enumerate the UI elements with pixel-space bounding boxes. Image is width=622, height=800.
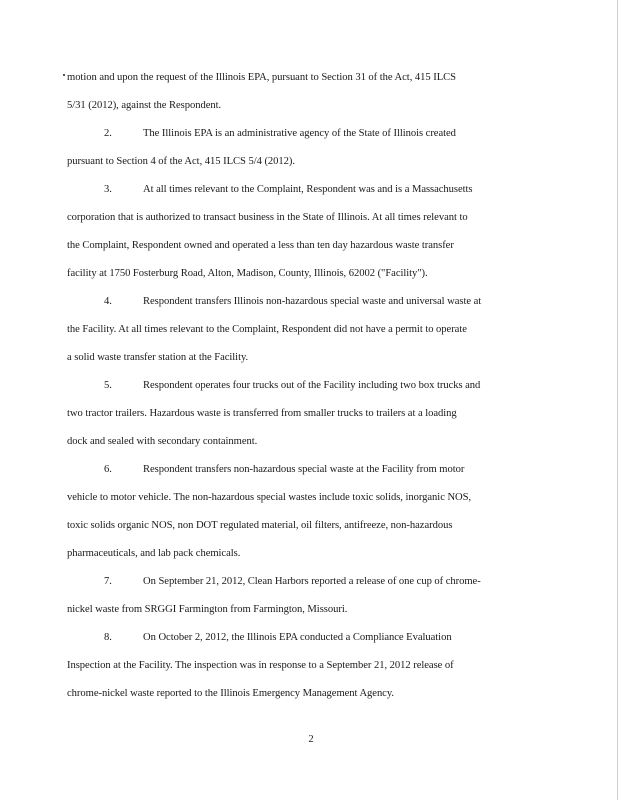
paragraph-line: the Facility. At all times relevant to the Complaint, Respondent did not have a permit to operate [67, 324, 467, 335]
page-number: 2 [308, 734, 314, 745]
paragraph-line: two tractor trailers. Hazardous waste is transferred from smaller trucks to trailers at a loading [67, 408, 457, 419]
paragraph-number: 3. [104, 184, 112, 195]
paragraph-line: the Complaint, Respondent owned and operated a less than ten day hazardous waste transfer [67, 240, 454, 251]
paragraph-line: nickel waste from SRGGI Farmington from Farmington, Missouri. [67, 604, 348, 615]
paragraph-number: 2. [104, 128, 112, 139]
paragraph-line: Respondent operates four trucks out of the Facility including two box trucks and [143, 380, 481, 391]
paragraph-line: vehicle to motor vehicle. The non-hazardous special wastes include toxic solids, inorganic NOS, [67, 492, 472, 503]
paragraph-line: The Illinois EPA is an administrative agency of the State of Illinois created [143, 128, 456, 139]
paragraph-line: toxic solids organic NOS, non DOT regulated material, oil filters, antifreeze, non-hazardous [67, 520, 453, 531]
paragraph-line: facility at 1750 Fosterburg Road, Alton, Madison, County, Illinois, 62002 ("Facility"). [67, 268, 428, 279]
paragraph-line: a solid waste transfer station at the Facility. [67, 352, 249, 363]
paragraph-line: Inspection at the Facility. The inspection was in response to a September 21, 2012 release of [67, 660, 454, 671]
scan-mark [63, 74, 65, 76]
scan-edge [617, 0, 618, 800]
paragraph-line: Respondent transfers non-hazardous special waste at the Facility from motor [143, 464, 465, 475]
paragraph-line: dock and sealed with secondary containment. [67, 436, 258, 447]
paragraph-number: 7. [104, 576, 112, 587]
paragraph-line: pursuant to Section 4 of the Act, 415 ILCS 5/4 (2012). [67, 156, 295, 167]
paragraph-line: Respondent transfers Illinois non-hazardous special waste and universal waste at [143, 296, 482, 307]
intro-line-1: motion and upon the request of the Illinois EPA, pursuant to Section 31 of the Act, 415 ILCS [67, 72, 456, 83]
paragraph-number: 4. [104, 296, 112, 307]
paragraph-line: On September 21, 2012, Clean Harbors reported a release of one cup of chrome- [143, 576, 481, 587]
paragraph-number: 6. [104, 464, 112, 475]
intro-line-2: 5/31 (2012), against the Respondent. [67, 100, 222, 111]
paragraph-number: 5. [104, 380, 112, 391]
paragraph-line: At all times relevant to the Complaint, Respondent was and is a Massachusetts [143, 184, 473, 195]
paragraph-line: On October 2, 2012, the Illinois EPA conducted a Compliance Evaluation [143, 632, 452, 643]
paragraph-number: 8. [104, 632, 112, 643]
paragraph-line: chrome-nickel waste reported to the Illinois Emergency Management Agency. [67, 688, 394, 699]
paragraph-line: corporation that is authorized to transact business in the State of Illinois. At all times relevant to [67, 212, 468, 223]
paragraph-line: pharmaceuticals, and lab pack chemicals. [67, 548, 241, 559]
